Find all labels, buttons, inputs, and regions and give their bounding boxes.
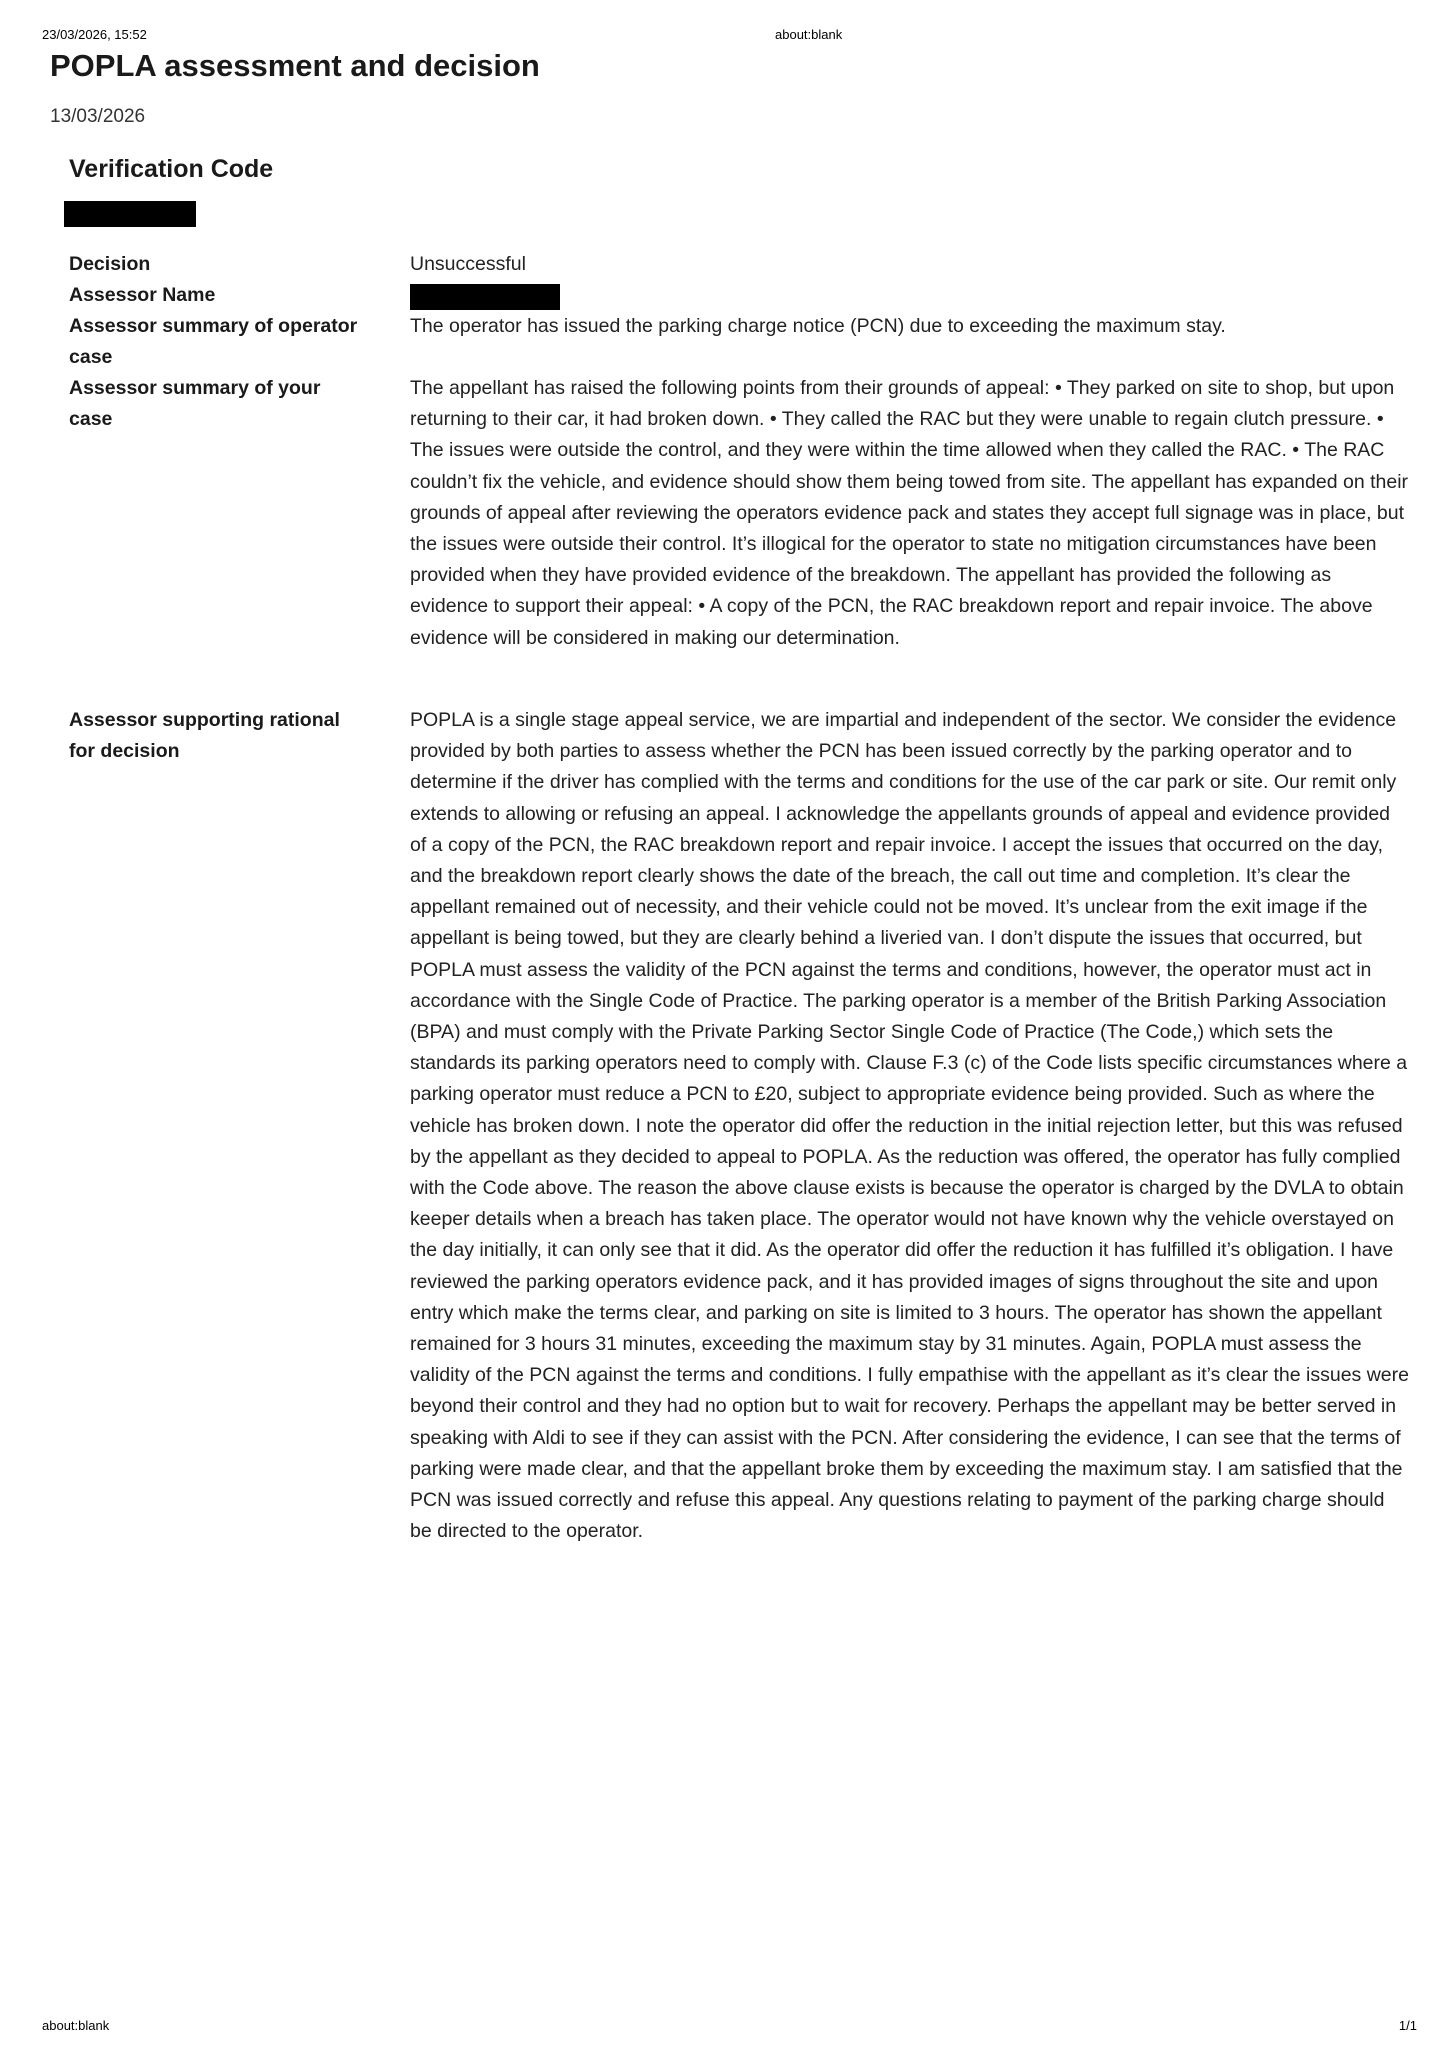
operator-case-value: The operator has issued the parking charge notice (PCN) due to exceeding the maximum stay. xyxy=(410,315,1226,337)
your-case-label: Assessor summary of your case xyxy=(69,377,321,431)
page-title: POPLA assessment and decision xyxy=(50,48,540,83)
assessor-name-label: Assessor Name xyxy=(69,284,216,306)
verification-code-heading: Verification Code xyxy=(69,155,274,183)
print-footer-url: about:blank xyxy=(42,2018,110,2033)
decision-value: Unsuccessful xyxy=(410,253,526,275)
decision-label: Decision xyxy=(69,253,151,275)
rationale-label: Assessor supporting rational for decision xyxy=(69,709,340,763)
print-footer-page: 1/1 xyxy=(1398,2018,1417,2033)
page-date: 13/03/2026 xyxy=(50,106,146,127)
print-header-url: about:blank xyxy=(775,27,843,42)
your-case-value: The appellant has raised the following points from their grounds of appeal: • They parked on site to shop, but upon returning to their car, it had broken down. • They called the RAC but they were unable to regain clutch pressure. • The issues were outside the control, and they were within the time allowed when they called the RAC. • The RAC couldn’t fix the vehicle, and evidence should show them being towed from site. The appellant has expanded on their grounds of appeal after reviewing the operators evidence pack and states they accept full signage was in place, but the issues were outside their control. It’s illogical for the operator to state no mitigation circumstances have been provided when they have provided evidence of the breakdown. The appellant has provided the following as evidence to support their appeal: • A copy of the PCN, the RAC breakdown report and repair invoice. The above evidence will be considered in making our determination. xyxy=(410,377,1409,649)
rationale-value: POPLA is a single stage appeal service, we are impartial and independent of the sector. We consider the evidence provided by both parties to assess whether the PCN has been issued correctly by the parking operator and to determine if the driver has complied with the terms and conditions for the use of the car park or site. Our remit only extends to allowing or refusing an appeal. I acknowledge the appellants grounds of appeal and evidence provided of a copy of the PCN, the RAC breakdown report and repair invoice. I accept the issues that occurred on the day, and the breakdown report clearly shows the date of the breach, the call out time and completion. It’s clear the appellant remained out of necessity, and their vehicle could not be moved. It’s unclear from the exit image if the appellant is being towed, but they are clearly behind a liveried van. I don’t dispute the issues that occurred, but POPLA must assess the validity of the PCN against the terms and conditions, however, the operator must act in accordance with the Single Code of Practice. The parking operator is a member of the British Parking Association (BPA) and must comply with the Private Parking Sector Single Code of Practice (The Code,) which sets the standards its parking operators need to comply with. Clause F.3 (c) of the Code lists specific circumstances where a parking operator must reduce a PCN to £20, subject to appropriate evidence being provided. Such as where the vehicle has broken down. I note the operator did offer the reduction in the initial rejection letter, but this was refused by the appellant as they decided to appeal to POPLA. As the reduction was offered, the operator has fully complied with the Code above. The reason the above clause exists is because the operator is charged by the DVLA to obtain keeper details when a breach has taken place. The operator would not have known why the vehicle overstayed on the day initially, it can only see that it did. As the operator did offer the reduction it has fulfilled it’s obligation. I have reviewed the parking operators evidence pack, and it has provided images of signs throughout the site and upon entry which make the terms clear, and parking on site is limited to 3 hours. The operator has shown the appellant remained for 3 hours 31 minutes, exceeding the maximum stay by 31 minutes. Again, POPLA must assess the validity of the PCN against the terms and conditions. I fully empathise with the appellant as it’s clear the issues were beyond their control and they had no option but to wait for recovery. Perhaps the appellant may be better served in speaking with Aldi to see if they can assist with the PCN. After considering the evidence, I can see that the terms of parking were made clear, and that the appellant broke them by exceeding the maximum stay. I am satisfied that the PCN was issued correctly and refuse this appeal. Any questions relating to payment of the parking charge should be directed to the operator. xyxy=(410,709,1409,1543)
operator-case-label: Assessor summary of operator case xyxy=(69,315,358,369)
assessor-name-redaction xyxy=(410,284,560,310)
print-header-datetime: 23/03/2026, 15:52 xyxy=(42,27,147,42)
verification-code-redaction xyxy=(64,201,196,227)
